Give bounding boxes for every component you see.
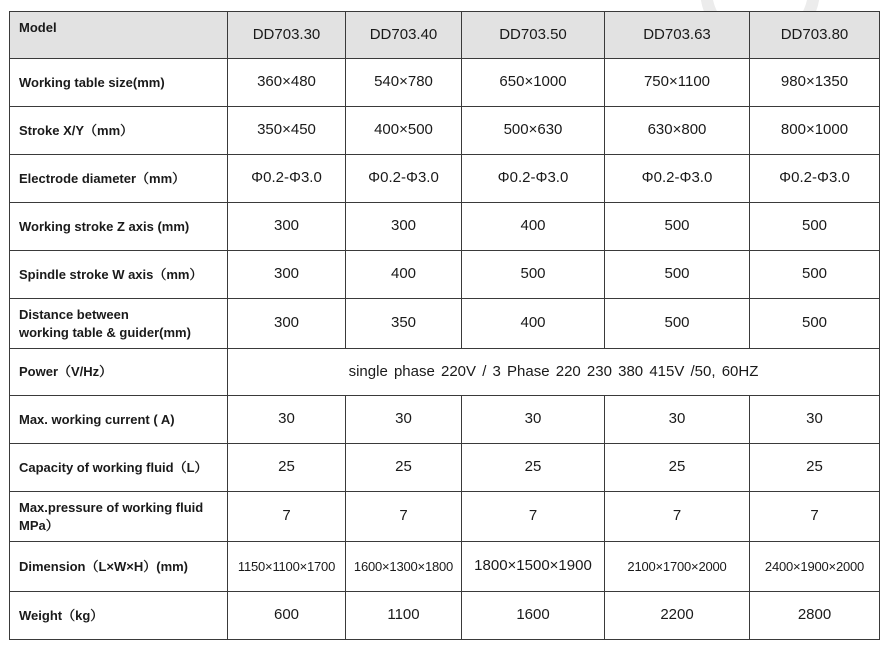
cell: 750×1100 bbox=[605, 59, 750, 107]
cell: 350×450 bbox=[228, 107, 346, 155]
cell: Φ0.2-Φ3.0 bbox=[462, 155, 605, 203]
table-row bbox=[10, 59, 880, 107]
cell: 2800 bbox=[750, 592, 880, 640]
cell: 30 bbox=[462, 396, 605, 444]
cell: 300 bbox=[228, 251, 346, 299]
header-model: DD703.30 bbox=[228, 12, 346, 59]
cell: 800×1000 bbox=[750, 107, 880, 155]
cell: 30 bbox=[750, 396, 880, 444]
cell: Φ0.2-Φ3.0 bbox=[605, 155, 750, 203]
cell: 25 bbox=[605, 444, 750, 492]
cell: 7 bbox=[750, 492, 880, 542]
cell: 400×500 bbox=[346, 107, 462, 155]
cell: 7 bbox=[605, 492, 750, 542]
cell: 400 bbox=[462, 203, 605, 251]
cell: 600 bbox=[228, 592, 346, 640]
header-model: DD703.80 bbox=[750, 12, 880, 59]
cell: 30 bbox=[346, 396, 462, 444]
row-label: Dimension（L×W×H）(mm) bbox=[10, 542, 228, 592]
row-label-line: working table & guider(mm) bbox=[19, 324, 191, 340]
row-label: Spindle stroke W axis（mm） bbox=[10, 251, 228, 299]
cell: Φ0.2-Φ3.0 bbox=[750, 155, 880, 203]
row-label bbox=[10, 299, 228, 349]
row-label: Stroke X/Y（mm） bbox=[10, 107, 228, 155]
row-label-line: Max.pressure of working fluid bbox=[19, 499, 204, 515]
table-row bbox=[10, 107, 880, 155]
cell: 30 bbox=[228, 396, 346, 444]
cell: 1600 bbox=[462, 592, 605, 640]
row-label: Weight（kg） bbox=[10, 592, 228, 640]
cell: 500 bbox=[605, 203, 750, 251]
header-model: DD703.40 bbox=[346, 12, 462, 59]
row-label-line: Distance between bbox=[19, 306, 129, 322]
row-label: Power（V/Hz） bbox=[10, 349, 228, 396]
table-row bbox=[10, 251, 880, 299]
row-label: Working table size(mm) bbox=[10, 59, 228, 107]
table-header-row bbox=[10, 12, 880, 59]
cell: 650×1000 bbox=[462, 59, 605, 107]
cell: 500×630 bbox=[462, 107, 605, 155]
cell: 7 bbox=[228, 492, 346, 542]
header-model: DD703.50 bbox=[462, 12, 605, 59]
cell: 300 bbox=[228, 299, 346, 349]
spec-table bbox=[9, 11, 880, 640]
cell: 2200 bbox=[605, 592, 750, 640]
cell: Φ0.2-Φ3.0 bbox=[228, 155, 346, 203]
power-spec-cell: single phase 220V / 3 Phase 220 230 380 415V /50, 60HZ bbox=[228, 349, 880, 396]
cell: 1100 bbox=[346, 592, 462, 640]
cell: 980×1350 bbox=[750, 59, 880, 107]
cell: 1800×1500×1900 bbox=[462, 542, 605, 592]
cell: 500 bbox=[605, 251, 750, 299]
table-row bbox=[10, 299, 880, 349]
row-label-line: MPa） bbox=[19, 517, 59, 533]
cell: 2400×1900×2000 bbox=[750, 542, 880, 592]
cell: 540×780 bbox=[346, 59, 462, 107]
table-row bbox=[10, 542, 880, 592]
row-label: Max. working current ( A) bbox=[10, 396, 228, 444]
cell: 500 bbox=[462, 251, 605, 299]
cell: 300 bbox=[346, 203, 462, 251]
cell: 500 bbox=[750, 299, 880, 349]
cell: 1600×1300×1800 bbox=[346, 542, 462, 592]
cell: 300 bbox=[228, 203, 346, 251]
cell: 360×480 bbox=[228, 59, 346, 107]
cell: 400 bbox=[462, 299, 605, 349]
table-row bbox=[10, 349, 880, 396]
row-label: Capacity of working fluid（L） bbox=[10, 444, 228, 492]
cell: 1150×1100×1700 bbox=[228, 542, 346, 592]
cell: 500 bbox=[750, 203, 880, 251]
cell: Φ0.2-Φ3.0 bbox=[346, 155, 462, 203]
table-row bbox=[10, 492, 880, 542]
cell: 2100×1700×2000 bbox=[605, 542, 750, 592]
table-row bbox=[10, 396, 880, 444]
table-row bbox=[10, 444, 880, 492]
cell: 25 bbox=[462, 444, 605, 492]
table-row bbox=[10, 592, 880, 640]
cell: 7 bbox=[462, 492, 605, 542]
header-model-label: Model bbox=[10, 12, 228, 59]
cell: 7 bbox=[346, 492, 462, 542]
table-row bbox=[10, 203, 880, 251]
cell: 25 bbox=[346, 444, 462, 492]
table-row bbox=[10, 155, 880, 203]
cell: 630×800 bbox=[605, 107, 750, 155]
cell: 500 bbox=[605, 299, 750, 349]
cell: 30 bbox=[605, 396, 750, 444]
cell: 25 bbox=[750, 444, 880, 492]
row-label bbox=[10, 492, 228, 542]
row-label: Electrode diameter（mm） bbox=[10, 155, 228, 203]
cell: 25 bbox=[228, 444, 346, 492]
row-label: Working stroke Z axis (mm) bbox=[10, 203, 228, 251]
cell: 500 bbox=[750, 251, 880, 299]
header-model: DD703.63 bbox=[605, 12, 750, 59]
cell: 350 bbox=[346, 299, 462, 349]
cell: 400 bbox=[346, 251, 462, 299]
